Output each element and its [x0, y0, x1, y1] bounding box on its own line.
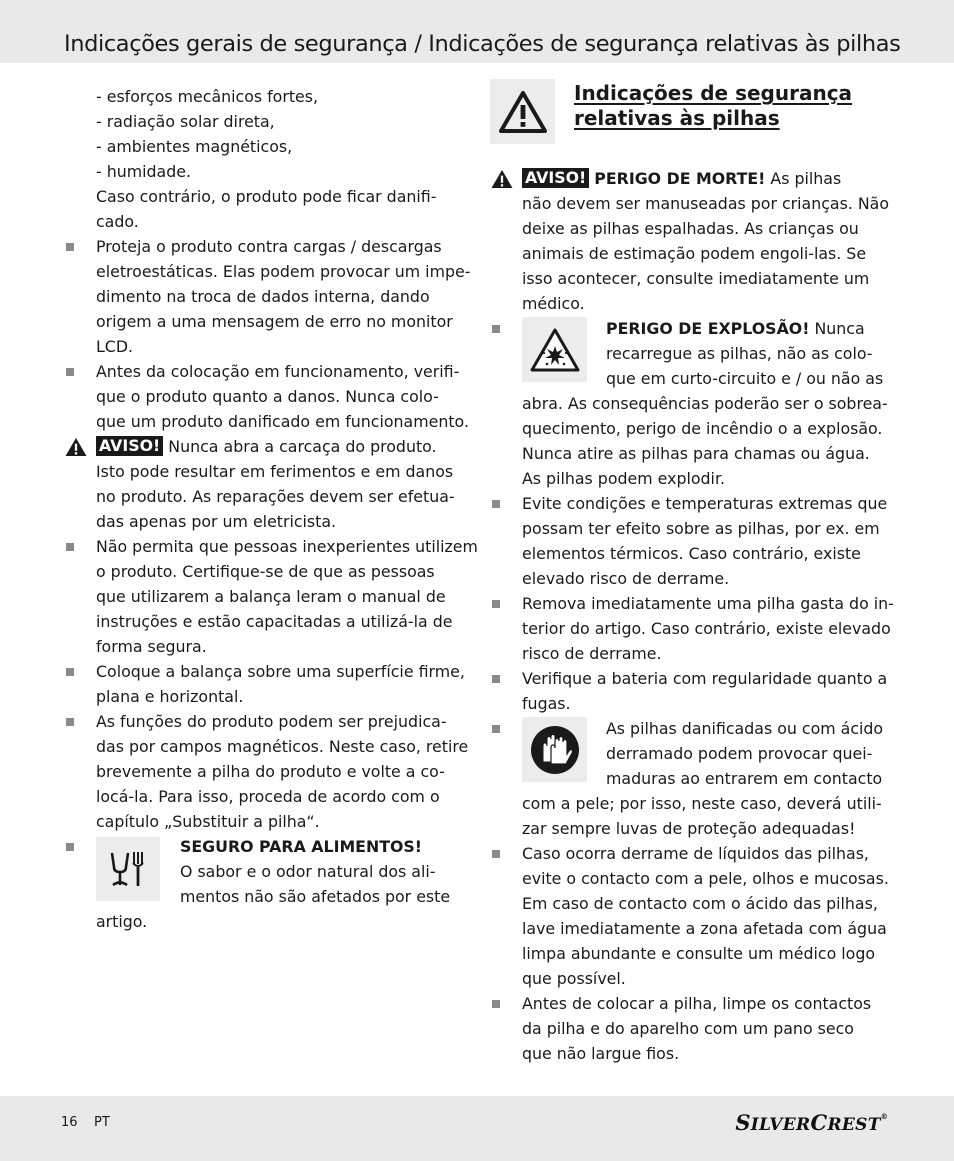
- section-title-line: relativas às pilhas: [574, 106, 780, 130]
- text-line: Antes da colocação em funcionamento, verifi-: [96, 362, 460, 381]
- list-item: [490, 991, 892, 1066]
- explosion-text: Nunca: [814, 319, 865, 338]
- text-line: LCD.: [96, 337, 134, 356]
- text-line: elevado risco de derrame.: [522, 569, 730, 588]
- warning-item: [490, 166, 892, 316]
- square-bullet-icon: [66, 668, 74, 676]
- text-line: que não largue fios.: [522, 1044, 680, 1063]
- registered-mark: ®: [880, 1112, 888, 1121]
- explosion-title: PERIGO DE EXPLOSÃO!: [606, 319, 810, 338]
- square-bullet-icon: [66, 368, 74, 376]
- text-line: plana e horizontal.: [96, 687, 244, 706]
- square-bullet-icon: [492, 675, 500, 683]
- text-line: Isto pode resultar em ferimentos e em danos: [96, 462, 454, 481]
- right-column: [490, 81, 894, 1066]
- list-item: [64, 709, 469, 834]
- text-line: quecimento, perigo de incêndio o a explosão.: [522, 419, 883, 438]
- explosion-icon: [530, 328, 580, 372]
- text-line: elementos térmicos. Caso contrário, existe: [522, 544, 861, 563]
- text-line: artigo.: [96, 912, 148, 931]
- section-warning-icon-box: [490, 79, 555, 144]
- text-line: - humidade.: [96, 162, 191, 181]
- text-line: Não permita que pessoas inexperientes utilizem: [96, 537, 478, 556]
- text-line: As pilhas podem explodir.: [522, 469, 726, 488]
- list-item: [490, 591, 892, 666]
- brand-text: ILVER: [750, 1115, 811, 1135]
- text-line: possam ter efeito sobre as pilhas, por ex. em: [522, 519, 880, 538]
- text-line: derramado podem provocar quei-: [606, 744, 873, 763]
- left-column: [64, 84, 478, 934]
- food-safe-item: [64, 834, 464, 934]
- square-bullet-icon: [66, 718, 74, 726]
- text-line: das por campos magnéticos. Neste caso, retire: [96, 737, 469, 756]
- text-line: forma segura.: [96, 637, 207, 656]
- brand-logo: [735, 1110, 888, 1135]
- text-line: capítulo „Substituir a pilha“.: [96, 812, 320, 831]
- aviso-label: AVISO!: [96, 436, 163, 456]
- text-line: lave imediatamente a zona afetada com água: [522, 919, 887, 938]
- text-line: animais de estimação podem engoli-las. Se: [522, 244, 867, 263]
- text-line: abra. As consequências poderão ser o sobrea-: [522, 394, 888, 413]
- text-line: Proteja o produto contra cargas / descargas: [96, 237, 442, 256]
- text-line: limpa abundante e consulte um médico logo: [522, 944, 876, 963]
- square-bullet-icon: [66, 243, 74, 251]
- text-line: Caso contrário, o produto pode ficar danifi-: [96, 187, 437, 206]
- list-item: [490, 841, 892, 991]
- text-line: que em curto-circuito e / ou não as: [606, 369, 884, 388]
- text-line: Caso ocorra derrame de líquidos das pilhas,: [522, 844, 869, 863]
- warning-first-line: [522, 166, 892, 191]
- text-line: que um produto danificado em funcionamento.: [96, 412, 469, 431]
- fork-glass-icon: [106, 847, 150, 891]
- text-line: locá-la. Para isso, proceda de acordo com o: [96, 787, 440, 806]
- warning-triangle-icon: [64, 437, 88, 457]
- page-title: Indicações gerais de segurança / Indicações de segurança relativas às pilhas: [64, 31, 901, 57]
- text-line: mentos não são afetados por este: [180, 887, 451, 906]
- text-line: Verifique a bateria com regularidade quanto a: [522, 669, 888, 688]
- text-line: evite o contacto com a pele, olhos e mucosas.: [522, 869, 889, 888]
- brand-initial: C: [810, 1110, 828, 1135]
- text-line: Antes de colocar a pilha, limpe os contactos: [522, 994, 872, 1013]
- food-safe-title: SEGURO PARA ALIMENTOS!: [180, 837, 422, 856]
- text-line: - ambientes magnéticos,: [96, 137, 293, 156]
- list-item: [64, 234, 471, 359]
- text-line: isso acontecer, consulte imediatamente um: [522, 269, 870, 288]
- text-line: no produto. As reparações devem ser efetua-: [96, 487, 455, 506]
- warning-text: As pilhas: [770, 169, 842, 188]
- text-line: recarregue as pilhas, não as colo-: [606, 344, 873, 363]
- text-line: médico.: [522, 294, 585, 313]
- text-line: As pilhas danificadas ou com ácido: [606, 719, 884, 738]
- gloves-item: [490, 716, 892, 841]
- danger-title: PERIGO DE MORTE!: [594, 169, 766, 188]
- list-item: [64, 534, 478, 659]
- explosion-icon-box: [522, 317, 587, 382]
- square-bullet-icon: [492, 850, 500, 858]
- text-line: que utilizarem a balança leram o manual de: [96, 587, 446, 606]
- text-line: Nunca atire as pilhas para chamas ou água.: [522, 444, 870, 463]
- battery-section-header: [490, 81, 892, 162]
- warning-item: [64, 434, 464, 534]
- text-line: zar sempre luvas de proteção adequadas!: [522, 819, 856, 838]
- intro-list: [64, 84, 464, 234]
- section-title-line: Indicações de segurança: [574, 81, 853, 105]
- text-line: O sabor e o odor natural dos ali-: [180, 862, 436, 881]
- text-line: terior do artigo. Caso contrário, existe elevado: [522, 619, 891, 638]
- list-item: [490, 666, 892, 716]
- square-bullet-icon: [66, 843, 74, 851]
- text-line: As funções do produto podem ser prejudica-: [96, 712, 447, 731]
- text-line: não devem ser manuseadas por crianças. Não: [522, 194, 890, 213]
- section-title: [574, 81, 852, 131]
- language-code: PT: [94, 1115, 110, 1130]
- text-line: deixe as pilhas espalhadas. As crianças ou: [522, 219, 859, 238]
- text-line: que possível.: [522, 969, 626, 988]
- page-number: 16: [61, 1115, 78, 1130]
- brand-text: REST: [827, 1115, 881, 1135]
- warning-first-line: [96, 434, 464, 459]
- text-line: risco de derrame.: [522, 644, 662, 663]
- text-line: que o produto quanto a danos. Nunca colo-: [96, 387, 439, 406]
- brand-initial: S: [735, 1110, 751, 1135]
- page-footer: [0, 1096, 954, 1161]
- text-line: o produto. Certifique-se de que as pessoas: [96, 562, 435, 581]
- text-line: Remova imediatamente uma pilha gasta do in-: [522, 594, 894, 613]
- warning-triangle-icon: [498, 90, 548, 134]
- list-item: [490, 491, 892, 591]
- text-line: origem a uma mensagem de erro no monitor: [96, 312, 453, 331]
- text-line: - radiação solar direta,: [96, 112, 275, 131]
- text-line: brevemente a pilha do produto e volte a co-: [96, 762, 445, 781]
- text-line: Em caso de contacto com o ácido das pilhas,: [522, 894, 878, 913]
- page-header: [0, 0, 954, 63]
- square-bullet-icon: [492, 325, 500, 333]
- text-line: cado.: [96, 212, 139, 231]
- warning-triangle-icon: [490, 169, 514, 189]
- text-line: com a pele; por isso, neste caso, deverá utili-: [522, 794, 882, 813]
- explosion-first-line: [606, 316, 892, 341]
- square-bullet-icon: [66, 543, 74, 551]
- gloves-icon-box: [522, 717, 587, 782]
- aviso-label: AVISO!: [522, 168, 589, 188]
- text-line: instruções e estão capacitadas a utilizá-la de: [96, 612, 453, 631]
- text-line: - esforços mecânicos fortes,: [96, 87, 319, 106]
- text-line: Evite condições e temperaturas extremas que: [522, 494, 888, 513]
- square-bullet-icon: [492, 1000, 500, 1008]
- text-line: dimento na troca de dados interna, dando: [96, 287, 430, 306]
- text-line: das apenas por um eletricista.: [96, 512, 337, 531]
- text-line: eletroestáticas. Elas podem provocar um impe-: [96, 262, 471, 281]
- warning-text: Nunca abra a carcaça do produto.: [168, 437, 437, 456]
- list-item: [64, 359, 469, 434]
- text-line: da pilha e do aparelho com um pano seco: [522, 1019, 854, 1038]
- list-item: [64, 659, 464, 709]
- text-line: Coloque a balança sobre uma superfície firme,: [96, 662, 465, 681]
- explosion-item: [490, 316, 892, 491]
- text-line: fugas.: [522, 694, 571, 713]
- square-bullet-icon: [492, 725, 500, 733]
- food-safe-icon-box: [96, 837, 160, 901]
- square-bullet-icon: [492, 600, 500, 608]
- protective-gloves-icon: [529, 724, 581, 776]
- square-bullet-icon: [492, 500, 500, 508]
- text-line: maduras ao entrarem em contacto: [606, 769, 883, 788]
